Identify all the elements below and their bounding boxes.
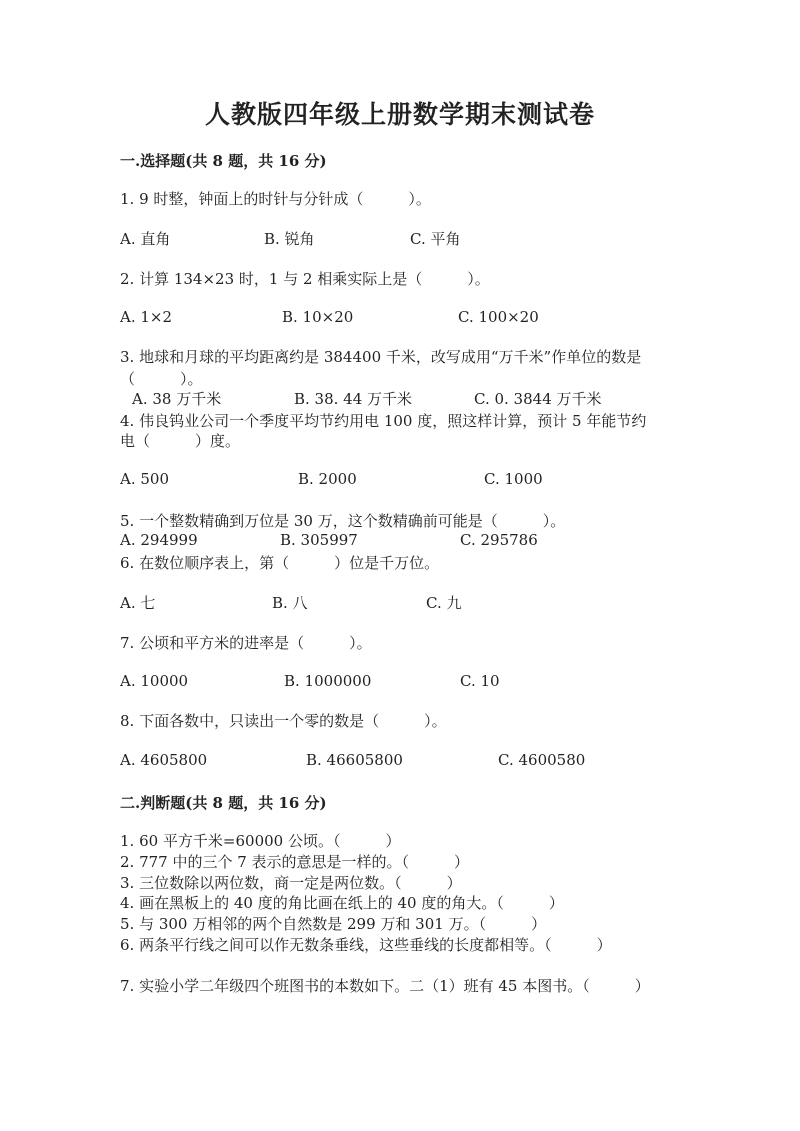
section-heading-choice: 一.选择题(共 8 题，共 16 分) [120,152,327,170]
q1-option-b: B. 锐角 [264,230,315,248]
question-4-continued: 电（ ）度。 [120,432,241,450]
question-3-continued: （ ）。 [120,370,203,388]
q8-option-b: B. 46605800 [306,751,403,769]
q5-option-a: A. 294999 [120,531,198,549]
q8-option-a: A. 4605800 [120,751,208,769]
q6-option-c: C. 九 [426,594,462,612]
page-title: 人教版四年级上册数学期末测试卷 [204,100,595,129]
question-7: 7. 公顷和平方米的进率是（ ）。 [120,634,372,652]
judge-item-1: 1. 60 平方千米=60000 公顷。（ ） [120,832,401,850]
q7-option-a: A. 10000 [120,672,189,690]
question-1: 1. 9 时整，钟面上的时针与分针成（ ）。 [120,190,431,208]
q1-option-a: A. 直角 [120,230,171,248]
q4-option-a: A. 500 [120,470,169,488]
q6-option-b: B. 八 [272,594,308,612]
q4-option-b: B. 2000 [298,470,357,488]
question-5: 5. 一个整数精确到万位是 30 万，这个数精确前可能是（ ）。 [120,512,566,530]
q2-option-b: B. 10×20 [282,308,354,326]
q2-option-c: C. 100×20 [458,308,539,326]
q3-option-c: C. 0. 3844 万千米 [474,390,602,408]
section-heading-judge: 二.判断题(共 8 题，共 16 分) [120,794,327,812]
question-2: 2. 计算 134×23 时，1 与 2 相乘实际上是（ ）。 [120,270,490,288]
q6-option-a: A. 七 [120,594,156,612]
q5-option-b: B. 305997 [280,531,358,549]
q1-option-c: C. 平角 [410,230,461,248]
judge-item-7: 7. 实验小学二年级四个班图书的本数如下。二（1）班有 45 本图书。（ ） [120,977,650,995]
q8-option-c: C. 4600580 [498,751,586,769]
question-6: 6. 在数位顺序表上，第（ ）位是千万位。 [120,554,440,572]
q5-option-c: C. 295786 [460,531,538,549]
q3-option-b: B. 38. 44 万千米 [294,390,413,408]
judge-item-4: 4. 画在黑板上的 40 度的角比画在纸上的 40 度的角大。（ ） [120,894,564,912]
q7-option-b: B. 1000000 [284,672,372,690]
question-4: 4. 伟良钨业公司一个季度平均节约用电 100 度，照这样计算，预计 5 年能节约 [120,412,647,430]
judge-item-6: 6. 两条平行线之间可以作无数条垂线，这些垂线的长度都相等。（ ） [120,936,612,954]
question-8: 8. 下面各数中，只读出一个零的数是（ ）。 [120,712,447,730]
q2-option-a: A. 1×2 [120,308,173,326]
judge-item-5: 5. 与 300 万相邻的两个自然数是 299 万和 301 万。（ ） [120,915,547,933]
judge-item-3: 3. 三位数除以两位数，商一定是两位数。（ ） [120,874,462,892]
q7-option-c: C. 10 [460,672,500,690]
q3-option-a: A. 38 万千米 [132,390,222,408]
question-3: 3. 地球和月球的平均距离约是 384400 千米，改写成用“万千米”作单位的数是 [120,348,642,366]
q4-option-c: C. 1000 [484,470,543,488]
judge-item-2: 2. 777 中的三个 7 表示的意思是一样的。（ ） [120,853,470,871]
